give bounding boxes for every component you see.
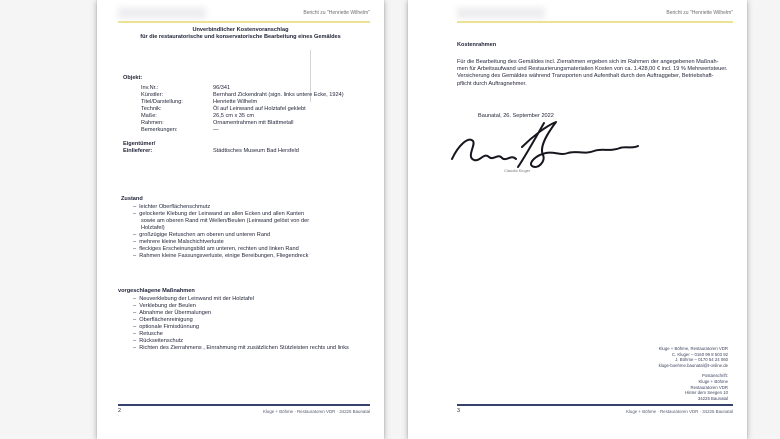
paragraph-line: Versicherung des Gemäldes während Transporten und Aufenthalt durch den Auftraggeber, Betriebshaft- [457, 73, 714, 80]
list-item: – Rahmen kleine Fassungsverluste, einige Bereibungen, Fliegendreck [133, 253, 319, 260]
header-divider-line [457, 21, 733, 23]
footer-text: Kluge + Böhme · Restauratoren VDR · 34225 Baunatal [262, 409, 370, 414]
object-details-table [141, 85, 376, 134]
page-number: 3 [457, 408, 460, 414]
footer-divider-line [457, 404, 733, 406]
measures-section-heading: vorgeschlagene Maßnahmen [118, 288, 195, 294]
contact-block [659, 346, 728, 401]
signatory-name-label: Claudia Kluger [504, 168, 531, 173]
list-item: – Rückseitenschutz [133, 338, 377, 345]
redacted-letterhead [457, 7, 545, 19]
list-item: – leichter Oberflächenschmutz [133, 204, 319, 211]
cost-section-heading: Kostenrahmen [457, 42, 497, 48]
document-title-line2: für die restauratorische und konservatorische Bearbeitung eines Gemäldes [140, 34, 341, 40]
postal-address-lines [659, 373, 728, 401]
contact-lines [659, 346, 728, 368]
document-page-2 [408, 0, 747, 439]
footer-text: Kluge + Böhme · Restauratoren VDR · 34225 Baunatal [625, 409, 733, 414]
document-title [97, 27, 384, 41]
measures-list [133, 296, 377, 352]
postal-line: Kluge + Böhme [698, 378, 728, 384]
cost-paragraph [457, 59, 745, 88]
list-item: – großzügige Retuschen am oberen und unteren Rand [133, 232, 319, 239]
redacted-letterhead [118, 7, 206, 19]
report-reference-label: Bericht zu "Henriette Wilhelm" [666, 10, 733, 16]
object-row-value: Ornamentrahmen mit Blattmetall [213, 120, 294, 126]
object-row-label: Maße: [141, 113, 157, 119]
owner-label-line1: Eigentümer/ [123, 141, 156, 147]
document-page-1 [97, 0, 384, 439]
table-row [141, 92, 376, 99]
object-row-value: Bernhard Zickendraht (sign. links untere Ecke, 1924) [213, 92, 344, 98]
table-row [141, 113, 376, 120]
object-row-value: — [213, 127, 219, 133]
postal-line: 34225 Baunatal [697, 395, 728, 401]
table-row [141, 99, 376, 106]
list-item: – mehrere kleine Malschichtverluste [133, 239, 319, 246]
postal-line: Restauratoren VDR [690, 384, 728, 390]
list-item: – gelockerte Klebung der Leinwand an allen Ecken und allen Kanten sowie am oberen Rand mit Wellen/Beulen (Leinwand gelöst von der Holztafel) [133, 211, 319, 232]
postal-line: Hinter dem Seegen 10 [685, 390, 728, 396]
page-number: 2 [118, 408, 121, 414]
list-item: – Richten des Zierrahmens , Einrahmung mit zusätzlichen Stützleisten rechts und links [133, 345, 377, 352]
list-item: – Verklebung der Beulen [133, 303, 377, 310]
list-item: – Neuverklebung der Leinwand mit der Holztafel [133, 296, 377, 303]
contact-line: C. Kluger – 0160 99 8 503 92 [671, 351, 728, 357]
object-row-value: Öl auf Leinwand auf Holztafel geklebt [213, 106, 306, 112]
list-item: – fleckiges Erscheinungsbild am unteren, rechten und linken Rand [133, 246, 319, 253]
object-row-value: 26,5 cm x 35 cm [213, 113, 255, 119]
object-row-label: Inv.Nr.: [141, 85, 159, 91]
object-row-label: Bemerkungen: [141, 127, 178, 133]
contact-line: Kluge + Böhme, Restauratoren VDR [658, 346, 728, 351]
contact-line: J. Böhme – 0170 54 24 060 [675, 357, 728, 363]
object-row-label: Rahmen: [141, 120, 164, 126]
object-section-heading: Objekt: [123, 75, 143, 81]
object-row-label: Titel/Darstellung: [141, 99, 183, 105]
object-row-value: Henriette Wilhelm [213, 99, 258, 105]
list-item: – optionale Firnisdünnung [133, 324, 377, 331]
object-row-label: Technik: [141, 106, 162, 112]
footer-divider-line [118, 404, 370, 406]
condition-section-heading: Zustand [121, 196, 143, 202]
paragraph-line: Für die Bearbeitung des Gemäldes incl. Zierrahmen ergeben sich im Rahmen der angegebenen Maßnah- [457, 59, 719, 65]
condition-list [133, 204, 319, 260]
list-item: – Oberflächenreinigung [133, 317, 377, 324]
table-row [141, 120, 376, 127]
object-row-label: Künstler: [141, 92, 164, 98]
owner-value: Städtisches Museum Bad Hersfeld [213, 148, 299, 154]
table-row [141, 127, 376, 134]
table-row [141, 106, 376, 113]
list-item: – Retusche [133, 331, 377, 338]
contact-line: kluge-boehme.baunatal@t-online.de [658, 362, 728, 368]
object-row-value: 96/341 [213, 85, 231, 91]
signature [448, 119, 660, 171]
header-divider-line [118, 21, 370, 23]
date-place-line: Baunatal, 26. September 2022 [478, 113, 554, 119]
list-item: – Abnahme der Übermalungen [133, 310, 377, 317]
report-reference-label: Bericht zu "Henriette Wilhelm" [303, 10, 370, 16]
table-row [141, 85, 376, 92]
owner-label-line2: Einlieferer: [123, 148, 153, 154]
postal-line: Postanschrift: [701, 373, 728, 379]
paragraph-line: pflicht durch Auftragnehmer. [457, 80, 527, 87]
owner-section [123, 141, 155, 155]
document-title-line1: Unverbindlicher Kostenvoranschlag [192, 27, 289, 33]
paragraph-line: men für Arbeitsaufwand und Restaurierungsmaterialien Kosten von ca. 1.428,00 € incl. 19 % Mehrwertsteuer. [457, 66, 728, 73]
